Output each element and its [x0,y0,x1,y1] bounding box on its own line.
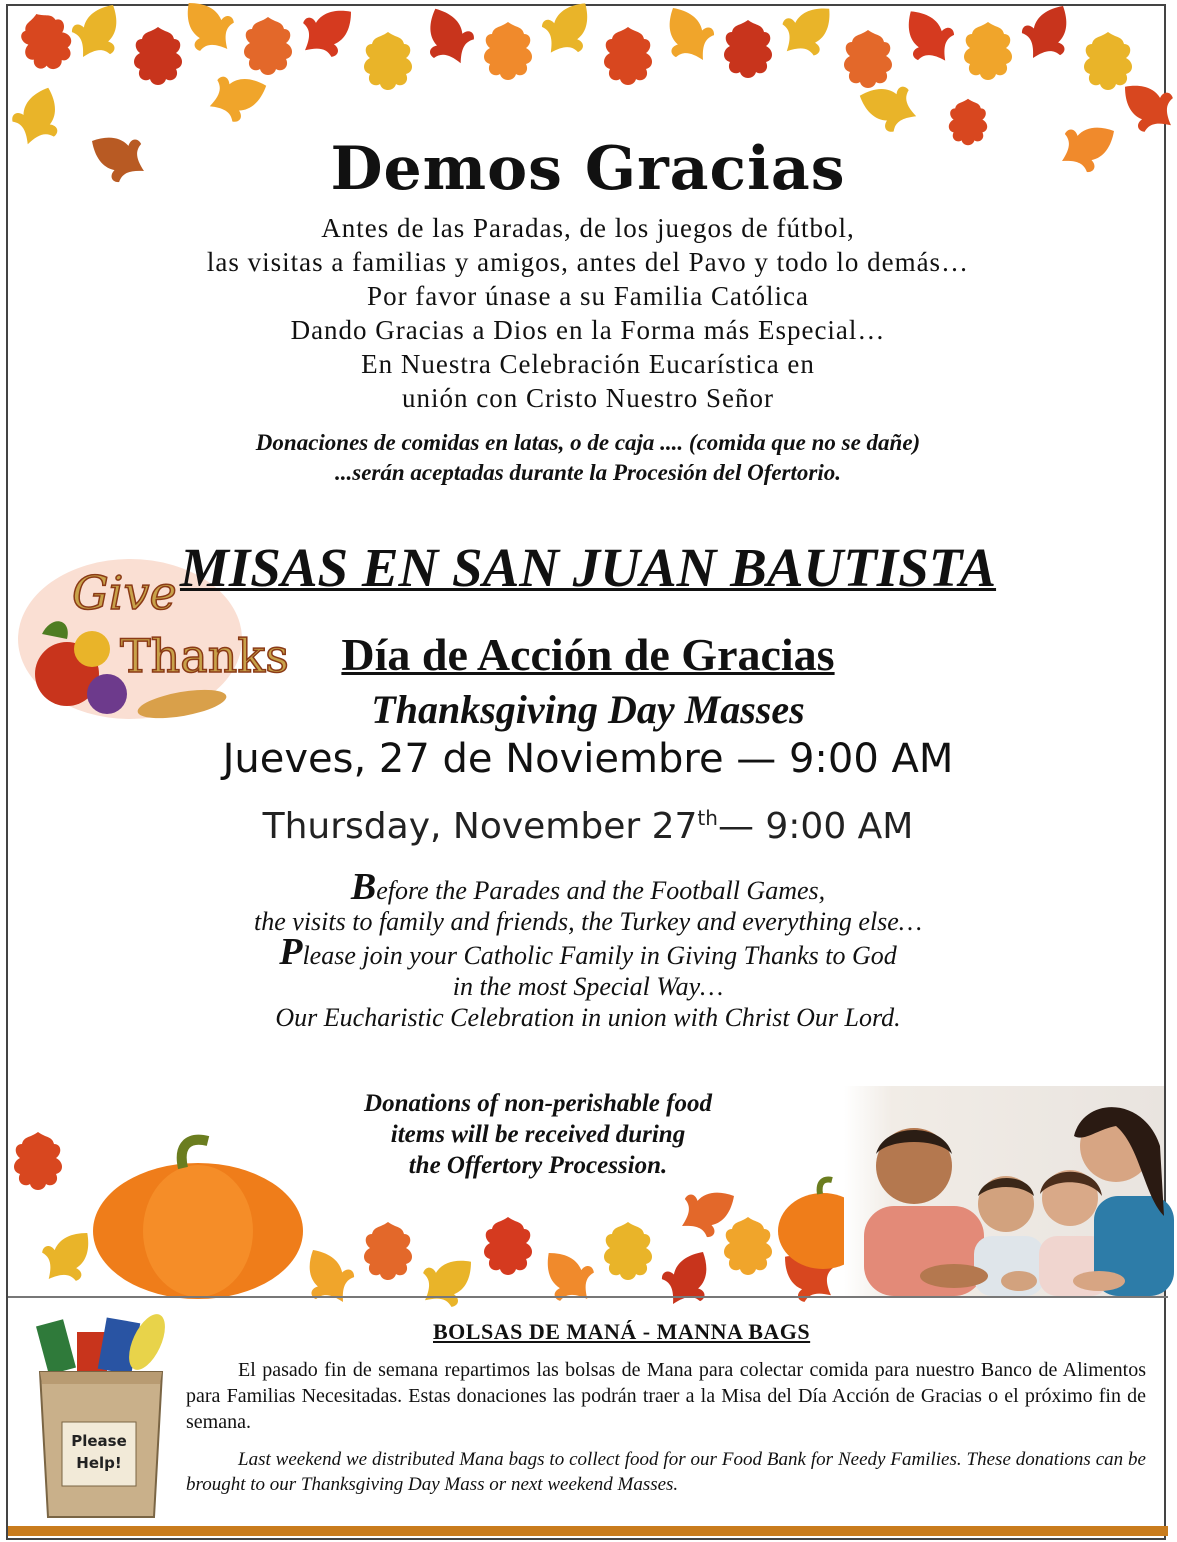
mass-time-spanish: Jueves, 27 de Noviembre — 9:00 AM [222,736,954,782]
flyer-frame [6,4,1166,1540]
section-divider [8,1296,1168,1298]
english-intro-text: efore the Parades and the Football Games, [376,876,826,905]
spanish-donations-line: ...serán aceptadas durante la Procesión del Ofertorio. [335,460,841,485]
bag-label-help: Help! [76,1454,122,1472]
give-word: Give [72,566,177,620]
spanish-intro-line: Antes de las Paradas, de los juegos de fútbol, [321,213,855,243]
page-title: Demos Gracias [330,134,846,204]
mass-time-english-suffix: th [697,806,718,830]
masses-heading: MISAS EN SAN JUAN BAUTISTA [179,537,997,598]
manna-bags-spanish: El pasado fin de semana repartimos las bolsas de Mana para colectar comida para nuestro Banco de Alimentos para Familias Necesitadas. Estas donaciones las podrán traer a la Misa del Día Acción de Gracias o el próximo fin de semana. [186,1359,1146,1433]
thanksgiving-day-spanish: Día de Acción de Gracias [341,629,835,680]
spanish-intro-line: unión con Cristo Nuestro Señor [402,383,774,413]
english-intro-line: Our Eucharistic Celebration in union with Christ Our Lord. [275,1003,901,1032]
spanish-intro-line: En Nuestra Celebración Eucarística en [361,349,815,379]
english-intro-text: lease join your Catholic Family in Giving Thanks to God [302,941,897,970]
english-donations-line: items will be received during [390,1121,686,1148]
spanish-intro [8,211,1168,415]
drop-cap: B [350,866,377,908]
spanish-donations-note [8,428,1168,488]
english-intro-line [8,931,1168,973]
grocery-bag-icon [22,1312,182,1522]
mass-time-english-date: Thursday, November 27 [262,806,698,847]
bag-label-please: Please [71,1432,127,1450]
spanish-intro-line: las visitas a familias y amigos, antes del Pavo y todo lo demás… [206,247,970,277]
spanish-intro-line: Por favor únase a su Familia Católica [367,281,809,311]
mass-time-english-hour: — 9:00 AM [717,806,914,847]
english-donations-note [308,1088,768,1181]
mass-time-english [8,806,1168,847]
english-intro [8,866,1168,1033]
english-intro-line: the visits to family and friends, the Turkey and everything else… [254,907,922,936]
thanksgiving-day-english: Thanksgiving Day Masses [371,687,805,732]
english-donations-line: the Offertory Procession. [408,1152,668,1179]
manna-bags-title: BOLSAS DE MANÁ - MANNA BAGS [433,1319,811,1344]
family-praying-photo [844,1086,1164,1296]
english-intro-line [8,866,1168,908]
thanks-word: Thanks [120,629,289,683]
drop-cap: P [279,931,303,973]
english-donations-line: Donations of non-perishable food [364,1090,712,1117]
bottom-accent-bar [8,1526,1168,1536]
pumpkin-large [93,1140,303,1299]
spanish-donations-line: Donaciones de comidas en latas, o de caja .... (comida que no se dañe) [255,430,921,455]
manna-bags-english: Last weekend we distributed Mana bags to collect food for our Food Bank for Needy Families. These donations can be brought to our Thanksgiving Day Mass or next weekend Masses. [186,1449,1146,1495]
english-intro-line: in the most Special Way… [452,972,724,1001]
spanish-intro-line: Dando Gracias a Dios en la Forma más Especial… [290,315,886,345]
